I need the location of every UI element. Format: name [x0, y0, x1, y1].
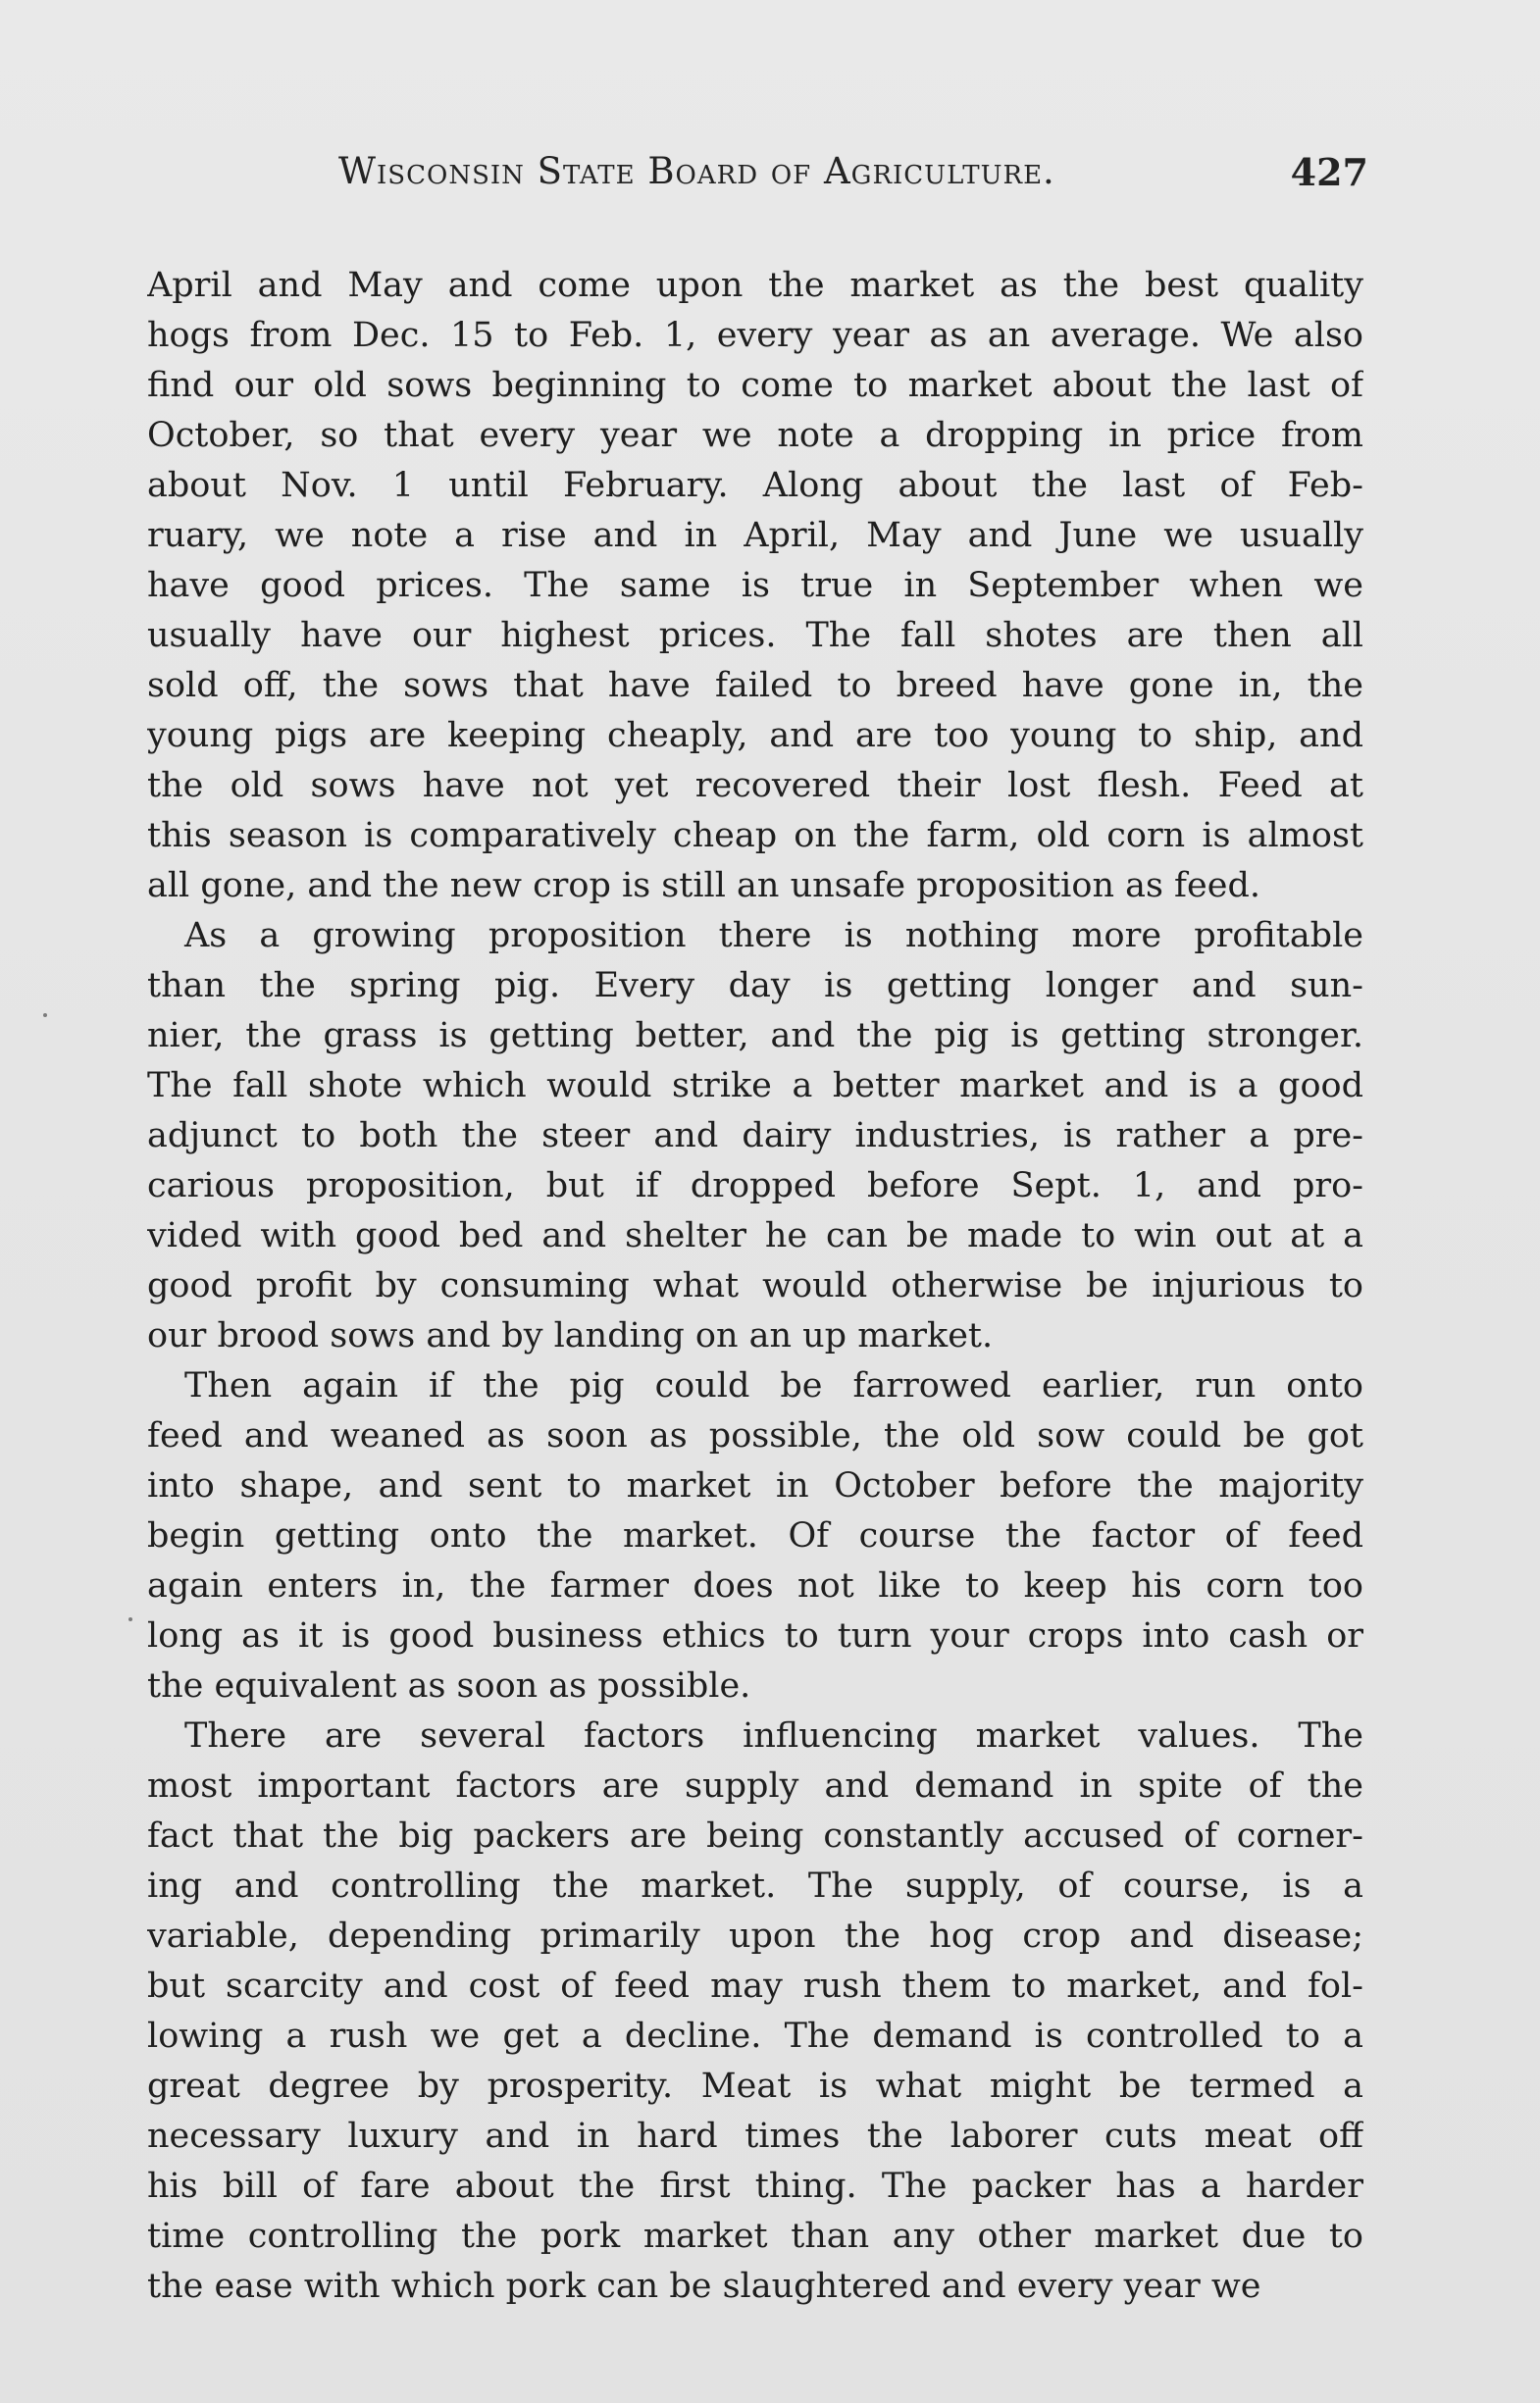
- text-line: his bill of fare about the first thing. The packer has a harder: [147, 2167, 1363, 2206]
- text-line: carious proposition, but if dropped before Sept. 1, and pro-: [147, 1166, 1363, 1205]
- text-line: adjunct to both the steer and dairy industries, is rather a pre-: [147, 1116, 1363, 1155]
- paragraph: [147, 1712, 1363, 2312]
- text-line: nier, the grass is getting better, and the pig is getting stronger.: [147, 1016, 1363, 1055]
- text-line: the ease with which pork can be slaughtered and every year we: [147, 2267, 1261, 2306]
- text-line: hogs from Dec. 15 to Feb. 1, every year as an average. We also: [147, 316, 1363, 355]
- text-line: October, so that every year we note a dropping in price from: [147, 416, 1363, 455]
- paper-speck: [128, 1617, 132, 1621]
- text-line: great degree by prosperity. Meat is what might be termed a: [147, 2067, 1363, 2106]
- text-line: about Nov. 1 until February. Along about the last of Feb-: [147, 466, 1363, 505]
- text-line: vided with good bed and shelter he can be made to win out at a: [147, 1216, 1363, 1255]
- text-line: As a growing proposition there is nothing more profitable: [184, 916, 1363, 955]
- text-line: fact that the big packers are being constantly accused of corner-: [147, 1816, 1363, 1856]
- page-header: [147, 150, 1368, 209]
- page-number: 427: [1290, 150, 1368, 194]
- text-line: time controlling the pork market than any other market due to: [147, 2217, 1363, 2256]
- paragraph: [147, 911, 1363, 1361]
- text-line: our brood sows and by landing on an up market.: [147, 1316, 994, 1355]
- paragraph: [147, 1361, 1363, 1712]
- text-line: Then again if the pig could be farrowed earlier, run onto: [184, 1366, 1363, 1406]
- text-line: sold off, the sows that have failed to breed have gone in, the: [147, 666, 1363, 705]
- text-line: usually have our highest prices. The fall shotes are then all: [147, 616, 1363, 655]
- text-line: have good prices. The same is true in September when we: [147, 566, 1363, 605]
- text-line: most important factors are supply and demand in spite of the: [147, 1766, 1363, 1806]
- text-line: than the spring pig. Every day is getting longer and sun-: [147, 966, 1363, 1005]
- body-text: [147, 261, 1363, 2312]
- text-line: this season is comparatively cheap on the farm, old corn is almost: [147, 816, 1363, 855]
- text-line: feed and weaned as soon as possible, the old sow could be got: [147, 1416, 1363, 1456]
- text-line: but scarcity and cost of feed may rush them to market, and fol-: [147, 1967, 1363, 2006]
- text-line: necessary luxury and in hard times the laborer cuts meat off: [147, 2117, 1363, 2156]
- text-line: lowing a rush we get a decline. The demand is controlled to a: [147, 2017, 1363, 2056]
- text-line: ing and controlling the market. The supply, of course, is a: [147, 1866, 1363, 1906]
- text-line: April and May and come upon the market as the best quality: [147, 266, 1363, 305]
- text-line: young pigs are keeping cheaply, and are too young to ship, and: [147, 716, 1363, 755]
- text-line: variable, depending primarily upon the hog crop and disease;: [147, 1917, 1363, 1956]
- text-line: again enters in, the farmer does not like to keep his corn too: [147, 1566, 1363, 1606]
- text-line: into shape, and sent to market in October before the majority: [147, 1466, 1363, 1506]
- paper-speck: [43, 1013, 47, 1017]
- text-line: long as it is good business ethics to turn your crops into cash or: [147, 1616, 1363, 1656]
- running-head: Wisconsin State Board of Agriculture.: [338, 150, 1055, 192]
- text-line: begin getting onto the market. Of course the factor of feed: [147, 1516, 1363, 1556]
- text-line: all gone, and the new crop is still an unsafe proposition as feed.: [147, 866, 1260, 905]
- text-line: The fall shote which would strike a better market and is a good: [147, 1066, 1363, 1105]
- text-line: find our old sows beginning to come to market about the last of: [147, 366, 1363, 405]
- text-line: the old sows have not yet recovered their lost flesh. Feed at: [147, 766, 1363, 805]
- paragraph: [147, 261, 1363, 911]
- text-line: ruary, we note a rise and in April, May and June we usually: [147, 516, 1363, 555]
- text-line: good profit by consuming what would otherwise be injurious to: [147, 1266, 1363, 1305]
- text-line: the equivalent as soon as possible.: [147, 1666, 751, 1706]
- text-line: There are several factors influencing market values. The: [184, 1716, 1363, 1756]
